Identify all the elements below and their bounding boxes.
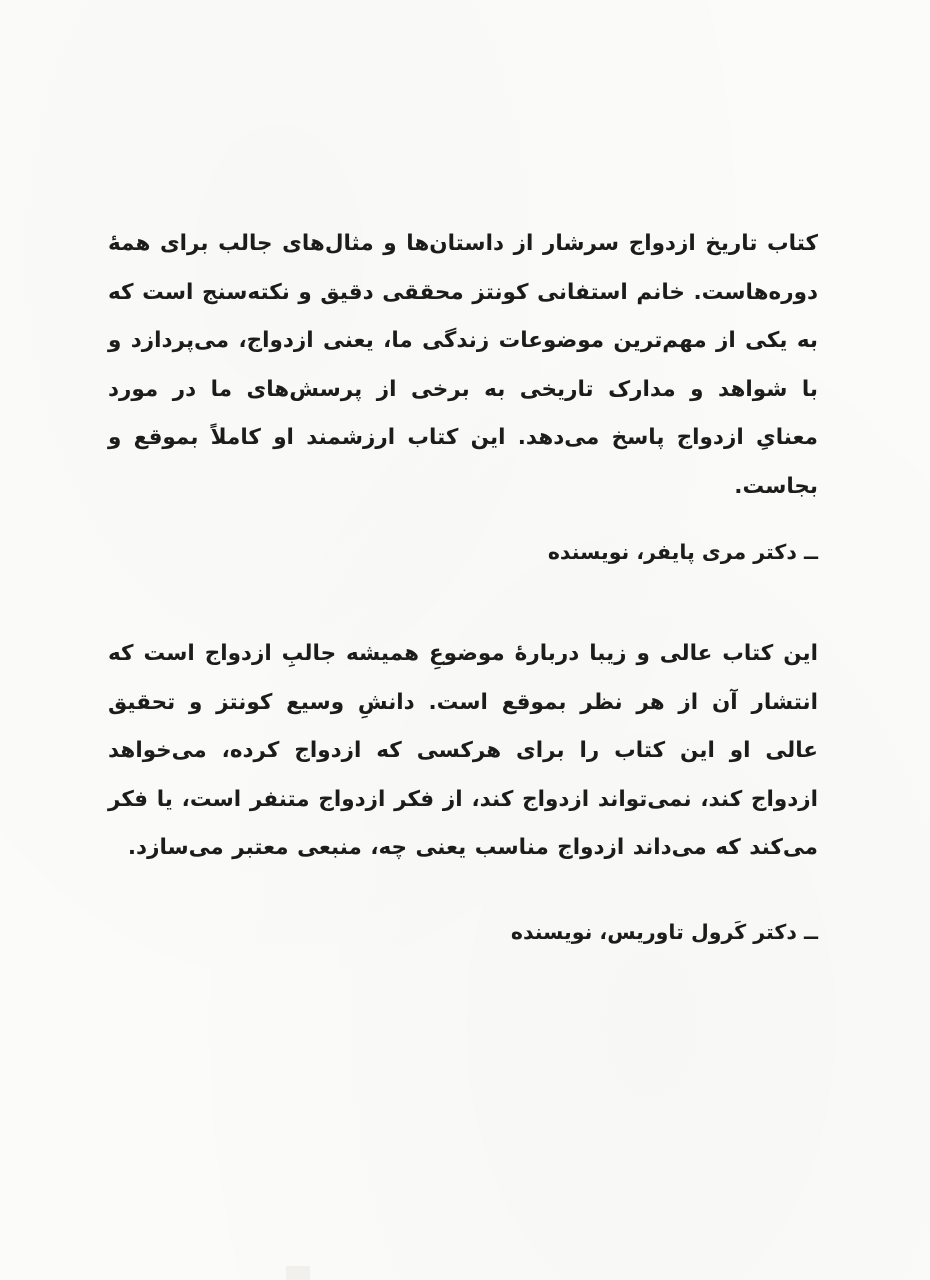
endorsement-attribution-2: ــ دکتر کَرول تاوریس، نویسنده bbox=[510, 920, 818, 944]
endorsement-quote-2: این کتاب عالی و زیبا دربارهٔ موضوعِ همیشه جالبِ ازدواج است که انتشار آن از هر نظر بموقع است. دانشِ وسیع کونتز و تحقیق عالی او این کتاب را برای هرکسی که ازدواج کرده، می‌خواهد ازدواج کند، نمی‌تواند ازدواج کند، از فکر ازدواج متنفر است، یا فکر می‌کند که می‌داند ازدواج مناسب یعنی چه، منبعی معتبر می‌سازد. bbox=[108, 641, 818, 860]
endorsement-quote-1: کتاب تاریخ ازدواج سرشار از داستان‌ها و مثال‌های جالب برای همهٔ دوره‌هاست. خانم استفانی کونتز محققی دقیق و نکته‌سنج است که به یکی از مهم‌ترین موضوعات زندگی ما، یعنی ازدواج، می‌پردازد و با شواهد و مدارک تاریخی به برخی از پرسش‌های ما در مورد معنایِ ازدواج پاسخ می‌دهد. این کتاب ارزشمند او کاملاً بموقع و بجاست. bbox=[108, 231, 818, 499]
endorsement-block-2 bbox=[108, 630, 818, 873]
page-edge-mark bbox=[286, 1266, 310, 1280]
endorsement-block-1 bbox=[108, 220, 818, 511]
endorsement-attribution-1: ــ دکتر مری پایفر، نویسنده bbox=[547, 540, 818, 564]
